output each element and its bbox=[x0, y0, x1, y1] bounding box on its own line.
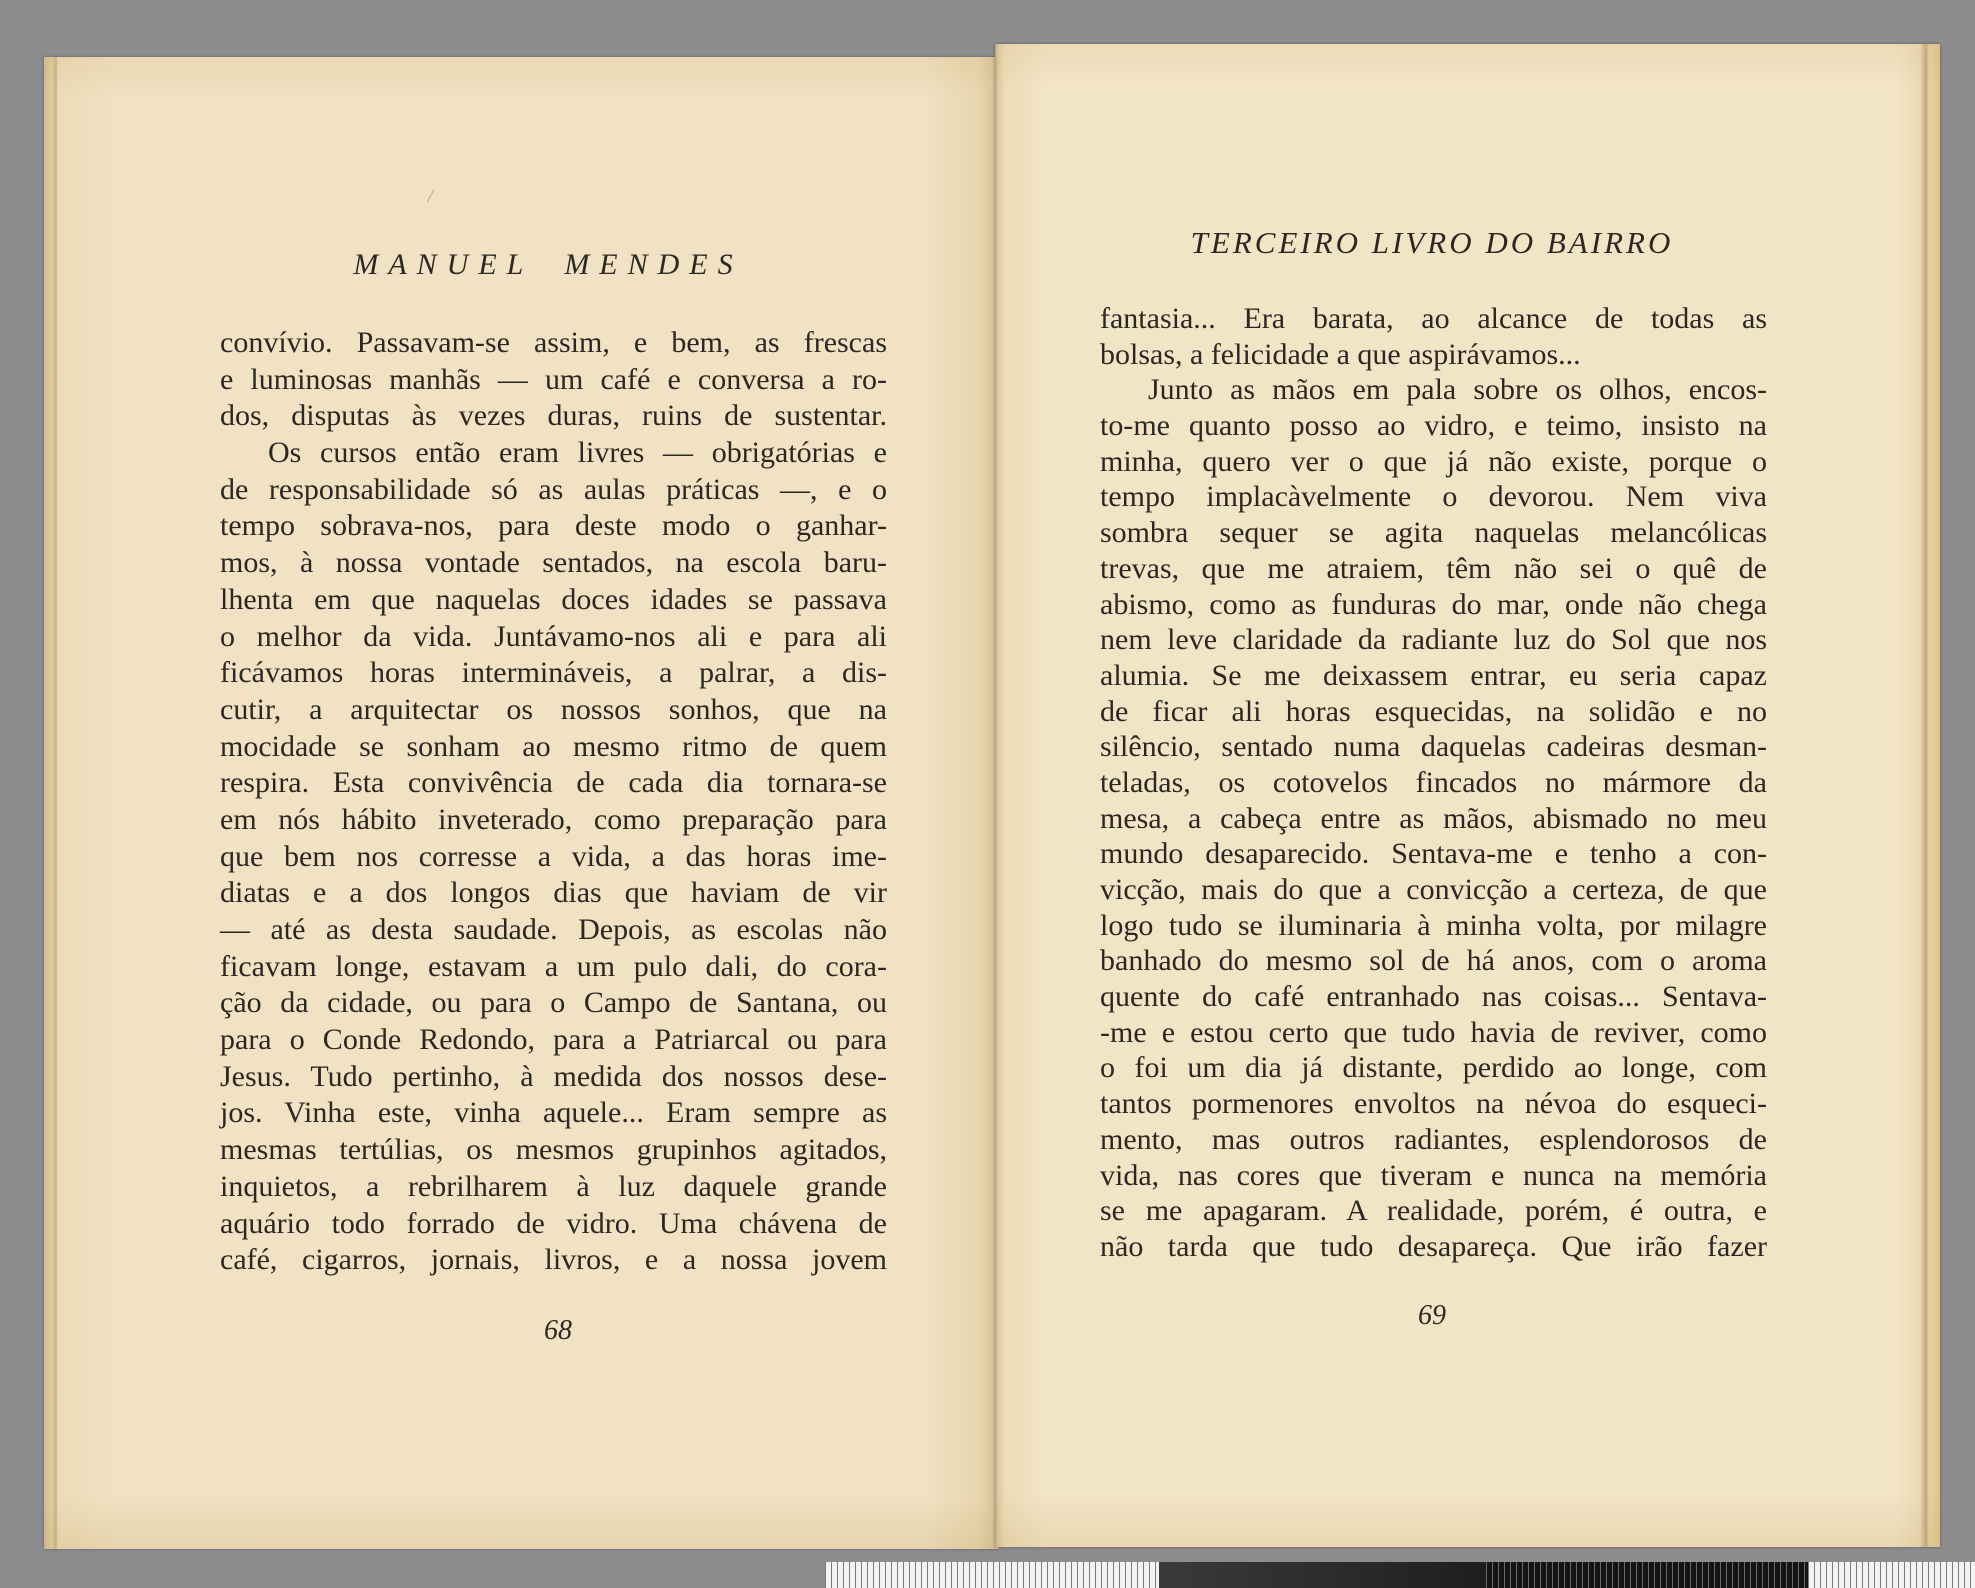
paragraph bbox=[1100, 301, 1767, 372]
text-line: o melhor da vida. Juntávamo-nos ali e para ali bbox=[220, 619, 887, 653]
text-line: banhado do mesmo sol de há anos, com o aroma bbox=[1100, 944, 1767, 978]
text-line: mesmas tertúlias, os mesmos grupinhos agitados, bbox=[220, 1133, 887, 1167]
left-text-block bbox=[220, 325, 887, 1279]
text-line: vida, nas cores que tiveram e nunca na memória bbox=[1100, 1158, 1767, 1192]
text-line: bolsas, a felicidade a que aspirávamos... bbox=[1100, 337, 1581, 371]
text-line: -me e estou certo que tudo havia de reviver, como bbox=[1100, 1015, 1767, 1049]
paragraph bbox=[1100, 372, 1767, 1264]
text-line: café, cigarros, jornais, livros, e a nossa jovem bbox=[220, 1243, 887, 1277]
ruler-segment-black bbox=[1486, 1562, 1808, 1588]
paragraph bbox=[220, 435, 887, 1279]
text-line: abismo, como as funduras do mar, onde não chega bbox=[1100, 587, 1767, 621]
scale-ruler bbox=[825, 1562, 1975, 1588]
running-head-left: MANUEL MENDES bbox=[353, 248, 743, 281]
text-line: sombra sequer se agita naquelas melancólicas bbox=[1100, 516, 1767, 550]
text-line: silêncio, sentado numa daquelas cadeiras desman- bbox=[1100, 730, 1767, 764]
text-line: tempo implacàvelmente o devorou. Nem viva bbox=[1100, 480, 1767, 514]
text-line: de responsabilidade só as aulas práticas —, e o bbox=[220, 472, 887, 506]
text-line: mento, mas outros radiantes, esplendorosos de bbox=[1100, 1122, 1767, 1156]
ruler-segment-light bbox=[1808, 1562, 1975, 1588]
text-line: teladas, os cotovelos fincados no mármore da bbox=[1100, 765, 1767, 799]
text-line: inquietos, a rebrilharem à luz daquele grande bbox=[220, 1169, 887, 1203]
text-line: ficávamos horas intermináveis, a palrar, a dis- bbox=[220, 656, 887, 690]
text-line: lhenta em que naquelas doces idades se passava bbox=[220, 582, 887, 616]
text-line: mundo desaparecido. Sentava-me e tenho a con- bbox=[1100, 837, 1767, 871]
text-line: Junto as mãos em pala sobre os olhos, encos- bbox=[1148, 373, 1767, 407]
text-line: mesa, a cabeça entre as mãos, abismado no meu bbox=[1100, 801, 1767, 835]
text-line: e luminosas manhãs — um café e conversa a ro- bbox=[220, 362, 887, 396]
text-line: fantasia... Era barata, ao alcance de todas as bbox=[1100, 302, 1767, 335]
text-line: nem leve claridade da radiante luz do Sol que nos bbox=[1100, 623, 1767, 657]
text-line: o foi um dia já distante, perdido ao longe, com bbox=[1100, 1051, 1767, 1085]
text-line: aquário todo forrado de vidro. Uma chávena de bbox=[220, 1206, 887, 1240]
text-line: mocidade se sonham ao mesmo ritmo de quem bbox=[220, 729, 887, 763]
running-head-right: TERCEIRO LIVRO DO BAIRRO bbox=[1190, 225, 1674, 260]
text-line: convívio. Passavam-se assim, e bem, as frescas bbox=[220, 326, 887, 359]
text-line: to-me quanto posso ao vidro, e teimo, insisto na bbox=[1100, 409, 1767, 443]
left-page bbox=[44, 57, 999, 1549]
text-line: respira. Esta convivência de cada dia tornara-se bbox=[220, 766, 887, 800]
paragraph bbox=[220, 325, 887, 435]
text-line: jos. Vinha este, vinha aquele... Eram sempre as bbox=[220, 1096, 887, 1130]
text-line: ção da cidade, ou para o Campo de Santana, ou bbox=[220, 986, 887, 1020]
text-line: tantos pormenores envoltos na névoa do esqueci- bbox=[1100, 1087, 1767, 1121]
text-line: de ficar ali horas esquecidas, na solidão e no bbox=[1100, 694, 1767, 728]
right-text-block bbox=[1100, 301, 1767, 1265]
text-line: trevas, que me atraiem, têm não sei o quê de bbox=[1100, 551, 1767, 585]
text-line: logo tudo se iluminaria à minha volta, por milagre bbox=[1100, 908, 1767, 942]
text-line: diatas e a dos longos dias que haviam de vir bbox=[220, 876, 887, 910]
text-line: para o Conde Redondo, para a Patriarcal ou para bbox=[220, 1023, 887, 1057]
text-line: mos, à nossa vontade sentados, na escola baru- bbox=[220, 546, 887, 580]
page-number-right: 69 bbox=[1418, 1300, 1446, 1331]
text-line: cutir, a arquitectar os nossos sonhos, que na bbox=[220, 692, 887, 726]
text-line: não tarda que tudo desapareça. Que irão fazer bbox=[1100, 1229, 1767, 1263]
page-number-left: 68 bbox=[544, 1315, 572, 1346]
text-line: ficavam longe, estavam a um pulo dali, do cora- bbox=[220, 949, 887, 983]
text-line: tempo sobrava-nos, para deste modo o ganhar- bbox=[220, 509, 887, 543]
pencil-mark bbox=[427, 190, 434, 203]
text-line: Jesus. Tudo pertinho, à medida dos nossos dese- bbox=[220, 1059, 887, 1093]
text-line: vicção, mais do que a convicção a certeza, de que bbox=[1100, 873, 1767, 906]
text-line: minha, quero ver o que já não existe, porque o bbox=[1100, 444, 1767, 478]
text-line: quente do café entranhado nas coisas... Sentava- bbox=[1100, 980, 1767, 1014]
ruler-segment-light bbox=[825, 1562, 1159, 1588]
text-line: — até as desta saudade. Depois, as escolas não bbox=[220, 913, 887, 946]
right-page bbox=[995, 44, 1940, 1547]
ruler-segment-dark bbox=[1159, 1562, 1486, 1588]
text-line: alumia. Se me deixassem entrar, eu seria capaz bbox=[1100, 658, 1767, 692]
text-line: se me apagaram. A realidade, porém, é outra, e bbox=[1100, 1194, 1767, 1228]
text-line: em nós hábito inveterado, como preparação para bbox=[220, 802, 887, 836]
text-line: dos, disputas às vezes duras, ruins de sustentar. bbox=[220, 399, 887, 433]
text-line: Os cursos então eram livres — obrigatórias e bbox=[268, 436, 887, 470]
text-line: que bem nos corresse a vida, a das horas ime- bbox=[220, 839, 887, 873]
